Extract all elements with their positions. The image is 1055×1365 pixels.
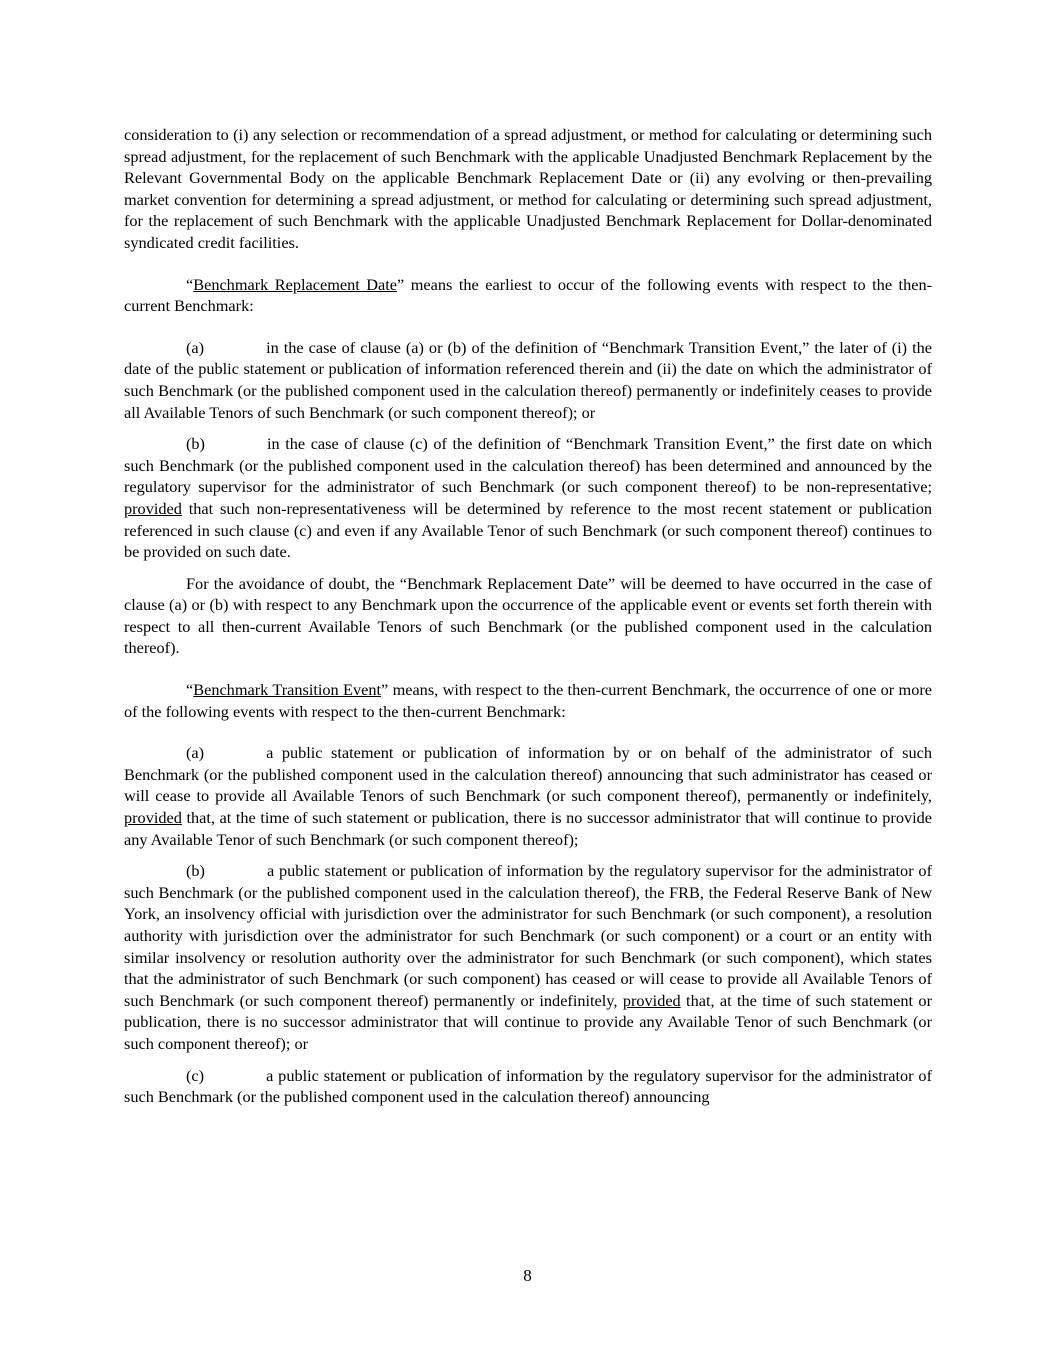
document-page [124, 124, 932, 1108]
open-quote: “ [186, 274, 194, 294]
clause-a-transition-event [124, 742, 932, 850]
clause-label: (a) [186, 337, 205, 357]
clause-c-transition-event [124, 1065, 932, 1108]
clause-text: a public statement or publication of information by the regulatory supervisor for the administrator of such Benchmark (or the published component used in the calculation thereof) announcing [124, 1065, 932, 1107]
clause-label: (b) [186, 861, 205, 881]
clause-text: a public statement or publication of information by the regulatory supervisor for the administrator of such Benchmark (or the published component used in the calculation thereof), the FRB, the Federal Reserve Bank of New York, an insolvency official with jurisdiction over the administrator for such Benchmark (or such component), a resolution authority with jurisdiction over the administrator for such Benchmark (or such component) or a court or an entity with similar insolvency or resolution authority over the administrator for such Benchmark (or such component), which states that the administrator of such Benchmark (or such component) has ceased or will cease to provide all Available Tenors of such Benchmark (or such component thereof) permanently or indefinitely, [124, 861, 932, 1010]
definition-benchmark-transition-event [124, 679, 932, 722]
clause-b-transition-event [124, 860, 932, 1054]
clause-label: (c) [186, 1065, 205, 1085]
definition-text: ” means, with respect to the then-current Benchmark, the occurrence of one or more of the following events with respect to the then-current Benchmark: [124, 680, 932, 721]
clause-b-replacement-date [124, 433, 932, 563]
provided-term: provided [124, 498, 182, 518]
clause-label: (b) [186, 434, 205, 454]
open-quote: “ [186, 680, 194, 700]
clause-label: (a) [186, 743, 205, 763]
clause-text: in the case of clause (c) of the definition of “Benchmark Transition Event,” the first date on which such Benchmark (or the published component used in the calculation thereof) has been determined and announced by the regulatory supervisor for the administrator of such Benchmark (or such component thereof) to be non-representative; [124, 434, 932, 497]
clause-a-replacement-date [124, 337, 932, 423]
provided-term: provided [622, 990, 681, 1010]
paragraph-spread-adjustment-continuation: consideration to (i) any selection or recommendation of a spread adjustment, or method for calculating or determining such spread adjustment, for the replacement of such Benchmark with the applicable Unadjusted Benchmark Replacement by the Relevant Governmental Body on the applicable Benchmark Replacement Date or (ii) any evolving or then-prevailing market convention for determining a spread adjustment, or method for calculating or determining such spread adjustment, for the replacement of such Benchmark with the applicable Unadjusted Benchmark Replacement for Dollar-denominated syndicated credit facilities. [124, 125, 932, 252]
defined-term: Benchmark Transition Event [193, 680, 381, 700]
page-number: 8 [523, 1266, 532, 1285]
clause-text: a public statement or publication of information by or on behalf of the administrator of such Benchmark (or the published component used in the calculation thereof) announcing that such administrator has ceased or will cease to provide all Available Tenors of such Benchmark (or such component thereof), permanently or indefinitely, [124, 743, 932, 806]
defined-term: Benchmark Replacement Date [193, 274, 398, 294]
definition-text: ” means the earliest to occur of the following events with respect to the then-current Benchmark: [124, 274, 933, 316]
clause-text-continued: that, at the time of such statement or publication, there is no successor administrator that will continue to provide any Available Tenor of such Benchmark (or such component thereof); or [124, 990, 932, 1053]
definition-benchmark-replacement-date [124, 274, 932, 317]
provided-term: provided [124, 808, 182, 828]
clause-text-continued: that such non-representativeness will be determined by reference to the most recent statement or publication referenced in such clause (c) and even if any Available Tenor of such Benchmark (or such component thereof) continues to be provided on such date. [124, 498, 932, 562]
paragraph-avoidance-of-doubt: For the avoidance of doubt, the “Benchmark Replacement Date” will be deemed to have occurred in the case of clause (a) or (b) with respect to any Benchmark upon the occurrence of the applicable event or events set forth therein with respect to all then-current Available Tenors of such Benchmark (or the published component used in the calculation thereof). [124, 573, 932, 658]
clause-text: in the case of clause (a) or (b) of the definition of “Benchmark Transition Event,” the later of (i) the date of the public statement or publication of information referenced therein and (ii) the date on which the administrator of such Benchmark (or the published component used in the calculation thereof) permanently or indefinitely ceases to provide all Available Tenors of such Benchmark (or such component thereof); or [124, 337, 932, 422]
clause-text-continued: that, at the time of such statement or publication, there is no successor administrator that will continue to provide any Available Tenor of such Benchmark (or such component thereof); [124, 808, 932, 849]
